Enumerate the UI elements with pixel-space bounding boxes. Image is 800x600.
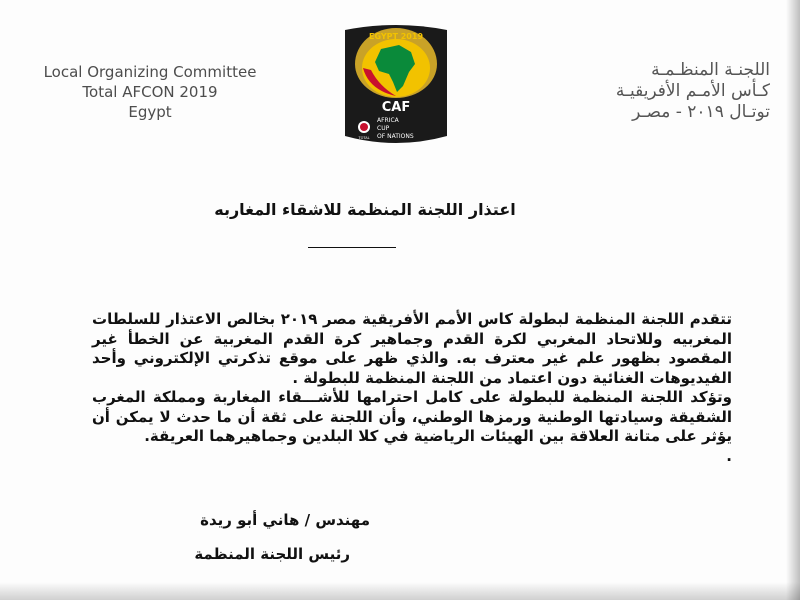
afcon-logo (341, 24, 451, 146)
page-bottom-shadow (0, 582, 800, 600)
logo-sponsor-text: TOTAL (358, 136, 370, 140)
logo-text-line3: OF NATIONS (377, 133, 414, 140)
signatory-title: رئيس اللجنة المنظمة (194, 545, 350, 563)
header-right-line1: اللجنـة المنظـمـة (651, 60, 770, 80)
organizing-committee-english-header (30, 62, 270, 122)
title-underline (308, 247, 396, 248)
logo-text-line1: AFRICA (377, 117, 399, 124)
letter-title: اعتذار اللجنة المنظمة للاشقاء المغاربه (214, 200, 516, 219)
page-edge-shadow (786, 0, 800, 600)
header-right-line2: كـأس الأمـم الأفريقيـة (615, 81, 770, 101)
header-left-line3: Egypt (128, 103, 172, 121)
letter-body (92, 310, 732, 466)
header-left-line1: Local Organizing Committee (43, 63, 257, 81)
body-end-mark: . (726, 446, 732, 465)
body-paragraph: تتقدم اللجنة المنظمة لبطولة كاس الأمم الأفريقية مصر ٢٠١٩ بخالص الاعتذار للسلطات المغربيه وللاتحاد المغربي لكرة القدم وجماهير كرة القدم المغربية عن الخطأ غير المقصود بظهور علم غير معترف به. والذي ظهر على موقع تذكرتي الإلكتروني وأحد الفيديوهات الغنائية دون اعتماد من اللجنة المنظمة للبطولة . (92, 310, 733, 387)
logo-sponsor-mark-inner (360, 123, 368, 131)
logo-text-line2: CUP (377, 125, 390, 132)
logo-top-text: EGYPT 2019 (368, 32, 424, 41)
header-left-line2: Total AFCON 2019 (82, 83, 218, 101)
logo-caf-text: CAF (381, 100, 411, 115)
signatory-name: مهندس / هاني أبو ريدة (200, 511, 370, 529)
organizing-committee-arabic-header (550, 60, 770, 123)
header-right-line3: توتـال ٢٠١٩ - مصـر (632, 102, 770, 122)
body-paragraph: وتؤكد اللجنة المنظمة للبطولة على كامل احترامها للأشـــقاء المغاربة ومملكة المغرب الشقيقة وسيادتها الوطنية ورمزها الوطني، وأن اللجنة على ثقة أن ما حدث لا يمكن أن يؤثر على متانة العلاقة بين الهيئات الرياضية في كلا البلدين وجماهيرهما العريقة. (92, 388, 732, 445)
